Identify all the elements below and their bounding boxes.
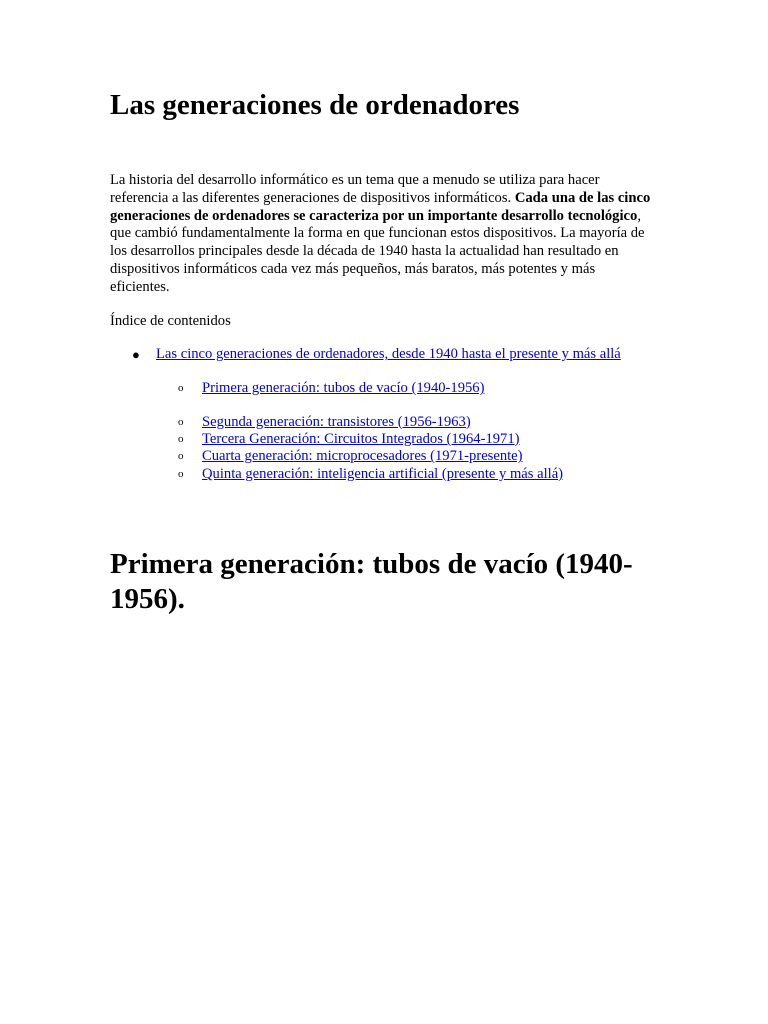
section-heading: Primera generación: tubos de vacío (1940-1956). [110, 548, 633, 616]
toc-link-segunda-generacion[interactable]: Segunda generación: transistores (1956-1963) [202, 413, 471, 430]
toc-label: Índice de contenidos [110, 312, 231, 329]
document-content [110, 86, 655, 617]
toc-subitem-3 [156, 431, 655, 448]
intro-paragraph [110, 172, 655, 297]
toc-subitem-4 [156, 448, 655, 465]
toc-link-tercera-generacion[interactable]: Tercera Generación: Circuitos Integrados (1964-1971) [202, 430, 520, 447]
page-title: Las generaciones de ordenadores [110, 89, 520, 121]
toc-link-main[interactable]: Las cinco generaciones de ordenadores, desde 1940 hasta el presente y más allá [156, 346, 621, 363]
toc-item-main [110, 346, 655, 483]
toc-subitem-1 [156, 380, 655, 397]
circle-bullet-icon: o [178, 450, 184, 463]
toc-link-primera-generacion[interactable]: Primera generación: tubos de vacío (1940-1956) [202, 380, 485, 397]
intro-text-end: , que cambió fundamentalmente la forma en que funcionan estos dispositivos. La mayoría de los desarrollos principales desde la década de 1940 hasta la actualidad han resultado en dispositivos informáticos cada vez más pequeños, más baratos, más potentes y más eficientes. [110, 207, 645, 295]
toc-link-cuarta-generacion[interactable]: Cuarta generación: microprocesadores (1971-presente) [202, 448, 523, 465]
circle-bullet-icon: o [178, 382, 184, 395]
toc-subitem-2 [156, 414, 655, 431]
toc-subitem-5 [156, 466, 655, 483]
bullet-icon: ● [132, 347, 140, 363]
circle-bullet-icon: o [178, 432, 184, 445]
intro-text-bold: Cada una de las cinco generaciones de ordenadores se caracteriza por un importante desarrollo tecnológico [110, 189, 651, 224]
toc-sublist [156, 380, 655, 483]
circle-bullet-icon: o [178, 467, 184, 480]
intro-text-start: La historia del desarrollo informático es un tema que a menudo se utiliza para hacer referencia a las diferentes generaciones de dispositivos informáticos. [110, 172, 600, 206]
toc-link-quinta-generacion[interactable]: Quinta generación: inteligencia artificial (presente y más allá) [202, 465, 564, 482]
table-of-contents [110, 346, 655, 483]
circle-bullet-icon: o [178, 415, 184, 428]
